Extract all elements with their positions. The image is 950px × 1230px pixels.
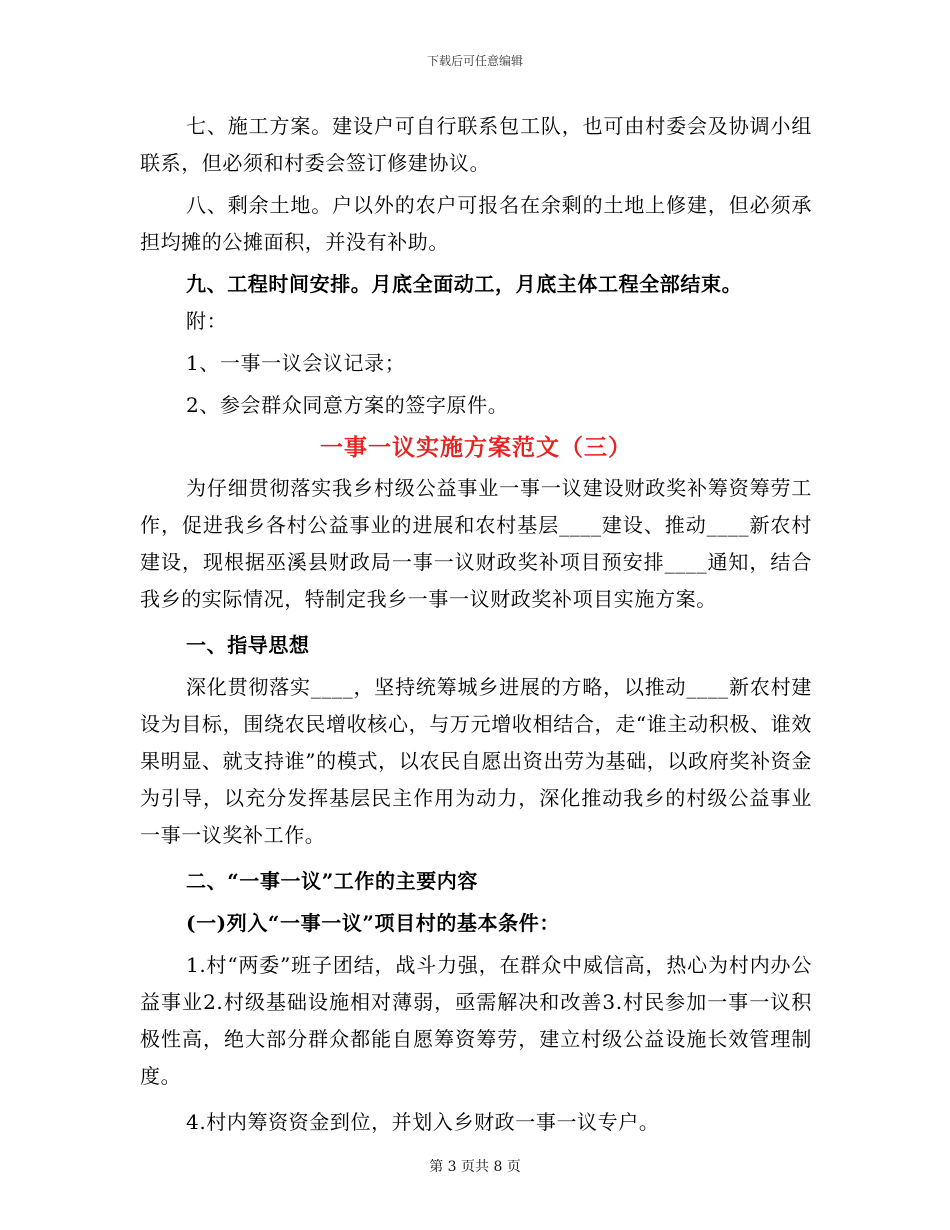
page-header: 下载后可任意编辑 — [426, 54, 523, 68]
heading-basic-conditions: (一)列入“一事一议”项目村的基本条件： — [186, 911, 560, 935]
paragraph-attachment-label: 附： — [186, 309, 228, 333]
paragraph-guiding-ideology: 深化贯彻落实____，坚持统筹城乡进展的方略，以推动____新农村建设为目标，围绕农民增收核心，与万元增收相结合，走“谁主动积极、谁效果明显、就支持谁”的模式，以农民自愿出资出劳为基础，以政府奖补资金为引导，以充分发挥基层民主作用为动力，深化推动我乡的村级公益事业一事一议奖补工作。 — [140, 675, 812, 847]
page-footer: 第 3 页共 8 页 — [429, 1159, 521, 1175]
paragraph-conditions: 1.村“两委”班子团结，战斗力强，在群众中威信高，热心为村内办公益事业2.村级基础设施相对薄弱，亟需解决和改善3.村民参加一事一议积极性高，绝大部分群众都能自愿筹资筹劳，建立村级公益设施长效管理制度。 — [140, 953, 812, 1088]
attachment-item-2: 2、参会群众同意方案的签字原件。 — [186, 393, 509, 417]
heading-guiding-ideology: 一、指导思想 — [186, 633, 310, 657]
paragraph-intro: 为仔细贯彻落实我乡村级公益事业一事一议建设财政奖补筹资筹劳工作，促进我乡各村公益事业的进展和农村基层____建设、推动____新农村建设，现根据巫溪县财政局一事一议财政奖补项目预安排____通知，结合我乡的实际情况，特制定我乡一事一议财政奖补项目实施方案。 — [140, 476, 812, 611]
paragraph-condition-4: 4.村内筹资资金到位，并划入乡财政一事一议专户。 — [186, 1110, 660, 1134]
paragraph-remaining-land: 八、剩余土地。户以外的农户可报名在余剩的土地上修建，但必须承担均摊的公摊面积，并没有补助。 — [140, 193, 812, 254]
heading-main-content: 二、“一事一议”工作的主要内容 — [186, 869, 479, 893]
document-body — [140, 108, 812, 1141]
section-title: 一事一议实施方案范文（三） — [320, 434, 632, 461]
paragraph-construction-plan: 七、施工方案。建设户可自行联系包工队，也可由村委会及协调小组联系，但必须和村委会签订修建协议。 — [140, 114, 812, 175]
attachment-item-1: 1、一事一议会议记录； — [186, 351, 406, 375]
paragraph-schedule: 九、工程时间安排。月底全面动工，月底主体工程全部结束。 — [186, 272, 743, 296]
